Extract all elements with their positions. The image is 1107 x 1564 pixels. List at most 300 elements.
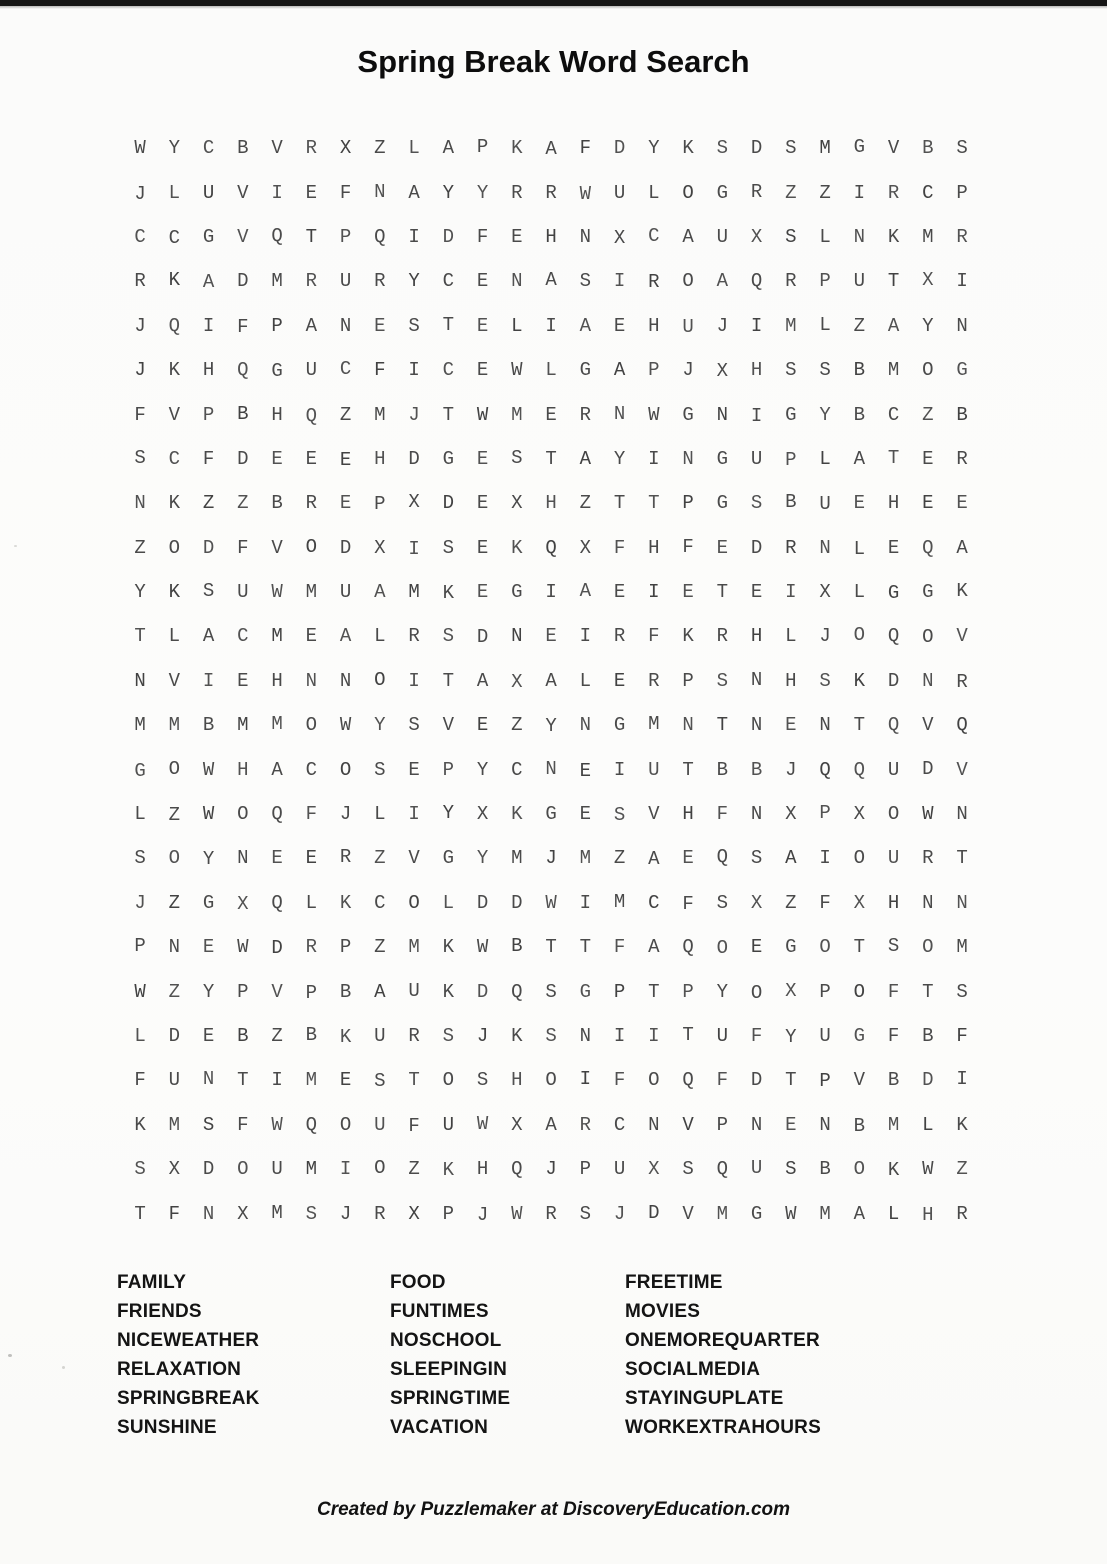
grid-cell-r10c13: Q (545, 536, 557, 559)
grid-cell-r1c10: A (442, 137, 455, 160)
grid-cell-r4c24: X (922, 269, 934, 292)
grid-cell-r9c18: G (716, 492, 729, 515)
grid-cell-r24c4: O (237, 1158, 249, 1181)
grid-cell-r16c8: L (374, 803, 386, 826)
grid-cell-r1c20: S (785, 137, 797, 160)
grid-cell-r24c8: O (374, 1157, 386, 1180)
grid-cell-r16c20: X (785, 803, 797, 826)
grid-cell-r14c10: V (442, 714, 455, 737)
grid-cell-r6c24: O (922, 359, 934, 382)
grid-cell-r24c25: Z (956, 1158, 968, 1181)
grid-cell-r18c10: L (442, 891, 455, 914)
grid-cell-r21c16: I (648, 1025, 660, 1047)
grid-cell-r23c19: N (750, 1113, 763, 1136)
grid-cell-r11c4: U (237, 581, 249, 604)
word-list-item: SUNSHINE (117, 1417, 217, 1438)
grid-cell-r7c2: V (168, 403, 181, 426)
grid-cell-r7c7: Z (339, 403, 352, 426)
grid-cell-r16c21: P (819, 802, 831, 825)
grid-cell-r2c24: C (922, 181, 934, 204)
grid-cell-r5c13: I (545, 314, 557, 337)
grid-cell-r11c10: K (442, 582, 455, 605)
grid-cell-r2c2: L (168, 181, 181, 204)
grid-cell-r19c19: E (750, 936, 763, 959)
grid-cell-r20c5: V (271, 980, 283, 1003)
grid-cell-r17c23: U (887, 847, 900, 870)
grid-cell-r21c14: N (579, 1025, 592, 1047)
grid-cell-r18c18: S (716, 891, 729, 914)
grid-cell-r8c24: E (922, 447, 934, 470)
grid-cell-r21c15: I (613, 1025, 626, 1047)
grid-cell-r24c2: X (168, 1158, 181, 1181)
grid-cell-r12c24: O (922, 626, 934, 649)
word-list-item: NOSCHOOL (390, 1330, 502, 1351)
grid-cell-r2c3: U (202, 181, 215, 204)
grid-cell-r23c11: W (476, 1112, 489, 1135)
grid-cell-r6c11: E (476, 359, 489, 382)
grid-cell-r3c19: X (750, 225, 763, 248)
grid-cell-r25c20: W (785, 1202, 797, 1225)
grid-cell-r9c13: H (545, 492, 557, 515)
grid-cell-r23c22: B (853, 1114, 866, 1137)
grid-cell-r10c9: I (408, 537, 420, 560)
grid-cell-r23c20: E (785, 1113, 797, 1136)
grid-cell-r24c11: H (476, 1158, 489, 1181)
grid-cell-r4c10: C (442, 270, 455, 293)
grid-cell-r21c5: Z (271, 1025, 283, 1047)
grid-cell-r17c2: O (168, 847, 181, 870)
grid-cell-r24c13: J (545, 1158, 557, 1181)
grid-cell-r20c4: P (237, 980, 249, 1003)
grid-cell-r20c15: P (613, 980, 626, 1003)
grid-cell-r18c14: I (579, 891, 592, 914)
grid-cell-r9c6: R (305, 492, 318, 515)
grid-cell-r11c25: K (956, 580, 968, 603)
grid-cell-r25c16: D (648, 1201, 660, 1224)
grid-cell-r6c2: K (168, 359, 181, 382)
word-list-item: MOVIES (625, 1301, 701, 1322)
grid-cell-r15c12: C (511, 758, 523, 781)
grid-cell-r6c7: C (339, 358, 352, 381)
grid-cell-r4c1: R (134, 270, 146, 293)
grid-cell-r10c3: D (202, 536, 215, 559)
grid-cell-r22c7: E (339, 1069, 352, 1092)
grid-cell-r13c19: N (750, 668, 763, 691)
grid-cell-r5c15: E (613, 314, 626, 337)
grid-cell-r21c19: F (750, 1025, 763, 1047)
grid-cell-r21c9: R (408, 1025, 420, 1047)
grid-cell-r3c18: U (716, 225, 729, 248)
grid-cell-r25c19: G (750, 1202, 763, 1225)
grid-cell-r6c18: X (716, 360, 729, 383)
grid-cell-r25c5: M (271, 1201, 283, 1224)
grid-cell-r21c12: K (511, 1025, 523, 1047)
grid-cell-r11c23: G (887, 582, 900, 605)
grid-cell-r20c19: O (750, 981, 763, 1004)
grid-cell-r9c24: E (922, 492, 934, 515)
grid-cell-r6c23: M (887, 359, 900, 382)
grid-cell-r14c23: Q (887, 714, 900, 737)
grid-cell-r18c12: D (511, 891, 523, 914)
grid-cell-r17c9: V (408, 847, 420, 870)
grid-cell-r12c16: F (648, 625, 660, 648)
letter-grid (123, 126, 979, 1236)
grid-cell-r16c14: E (579, 803, 592, 826)
grid-cell-r6c14: G (579, 359, 592, 382)
grid-cell-r4c19: Q (750, 270, 763, 293)
grid-cell-r2c16: L (648, 181, 660, 204)
grid-cell-r2c11: Y (476, 181, 489, 204)
grid-cell-r12c20: L (785, 625, 797, 648)
grid-cell-r17c15: Z (613, 847, 626, 870)
scan-speck (14, 545, 17, 547)
scan-speck (62, 1366, 65, 1369)
grid-cell-r13c15: E (613, 669, 626, 692)
grid-cell-r1c14: F (579, 137, 592, 160)
grid-cell-r23c6: Q (305, 1113, 318, 1136)
grid-cell-r12c11: D (476, 626, 489, 649)
grid-cell-r24c23: K (887, 1159, 900, 1182)
grid-cell-r5c7: N (339, 314, 352, 337)
grid-cell-r4c20: R (785, 270, 797, 293)
grid-cell-r12c1: T (134, 625, 146, 648)
grid-cell-r12c5: M (271, 625, 283, 648)
word-list-item: FRIENDS (117, 1301, 202, 1322)
grid-cell-r2c21: Z (819, 181, 831, 204)
grid-cell-r19c4: W (237, 936, 249, 959)
grid-cell-r12c17: K (682, 625, 694, 648)
grid-cell-r20c11: D (476, 980, 489, 1003)
grid-cell-r14c9: S (408, 714, 420, 737)
grid-cell-r5c19: I (750, 314, 763, 337)
grid-cell-r20c6: P (305, 981, 318, 1004)
grid-cell-r7c18: N (716, 403, 729, 426)
grid-cell-r18c5: Q (271, 891, 283, 914)
grid-cell-r4c2: K (168, 269, 181, 292)
grid-cell-r11c8: A (374, 581, 386, 604)
grid-cell-r24c18: Q (716, 1158, 729, 1181)
grid-cell-r3c24: M (922, 225, 934, 248)
grid-cell-r19c13: T (545, 936, 557, 959)
grid-cell-r13c16: R (648, 669, 660, 692)
grid-cell-r11c9: M (408, 581, 420, 604)
grid-cell-r14c25: Q (956, 714, 968, 737)
grid-cell-r8c6: E (305, 447, 318, 470)
grid-cell-r14c24: V (922, 714, 934, 737)
grid-cell-r18c6: L (305, 891, 318, 914)
grid-cell-r5c5: P (271, 314, 283, 337)
grid-cell-r7c10: T (442, 403, 455, 426)
grid-cell-r8c25: R (956, 447, 968, 470)
grid-cell-r3c14: N (579, 225, 592, 248)
grid-cell-r21c7: K (339, 1026, 352, 1048)
grid-cell-r8c8: H (374, 447, 386, 470)
grid-cell-r9c11: E (476, 492, 489, 515)
grid-cell-r5c18: J (716, 314, 729, 337)
grid-cell-r21c20: Y (785, 1026, 797, 1048)
grid-cell-r7c13: E (545, 403, 557, 426)
grid-cell-r22c22: V (853, 1069, 866, 1092)
grid-cell-r18c19: X (750, 891, 763, 914)
grid-cell-r19c23: S (887, 935, 900, 958)
grid-cell-r3c16: C (648, 224, 660, 247)
grid-cell-r21c21: U (819, 1025, 831, 1047)
grid-cell-r19c1: P (134, 935, 146, 958)
scan-edge-top (0, 0, 1107, 6)
grid-cell-r24c21: B (819, 1158, 831, 1181)
grid-cell-r7c3: P (202, 403, 215, 426)
grid-cell-r3c4: V (237, 225, 249, 248)
grid-cell-r25c17: V (682, 1202, 694, 1225)
grid-cell-r24c19: U (750, 1157, 763, 1180)
grid-cell-r19c24: O (922, 936, 934, 959)
grid-cell-r24c3: D (202, 1158, 215, 1181)
grid-cell-r3c21: L (819, 225, 831, 248)
grid-cell-r16c9: I (408, 803, 420, 826)
grid-cell-r2c10: Y (442, 181, 455, 204)
grid-cell-r18c11: D (476, 891, 489, 914)
grid-cell-r5c17: U (682, 315, 694, 338)
grid-cell-r24c9: Z (408, 1158, 420, 1181)
grid-cell-r13c24: N (922, 669, 934, 692)
grid-cell-r13c9: I (408, 669, 420, 692)
grid-cell-r23c3: S (202, 1113, 215, 1136)
grid-cell-r13c7: N (339, 669, 352, 692)
grid-cell-r16c25: N (956, 803, 968, 826)
grid-cell-r5c21: L (819, 313, 831, 336)
grid-cell-r17c18: Q (716, 846, 729, 869)
grid-cell-r20c7: B (339, 980, 352, 1003)
grid-cell-r23c25: K (956, 1113, 968, 1136)
grid-cell-r16c19: N (750, 803, 763, 826)
grid-cell-r8c22: A (853, 447, 866, 470)
grid-cell-r5c1: J (134, 314, 146, 337)
grid-cell-r22c9: T (408, 1069, 420, 1092)
grid-cell-r7c19: I (750, 404, 763, 427)
grid-cell-r16c6: F (305, 803, 318, 826)
grid-cell-r23c17: V (682, 1113, 694, 1136)
grid-cell-r13c18: S (716, 669, 729, 692)
grid-cell-r19c6: R (305, 936, 318, 959)
grid-cell-r23c10: U (442, 1113, 455, 1136)
grid-cell-r12c18: R (716, 625, 729, 648)
grid-cell-r24c6: M (305, 1158, 318, 1181)
grid-cell-r22c14: I (579, 1068, 592, 1091)
grid-cell-r15c2: O (168, 757, 181, 780)
grid-cell-r15c25: V (956, 758, 968, 781)
grid-cell-r9c1: N (134, 492, 146, 515)
grid-cell-r10c21: N (819, 536, 831, 559)
grid-cell-r16c15: S (613, 804, 626, 827)
grid-cell-r20c10: K (442, 980, 455, 1003)
grid-cell-r21c1: L (134, 1025, 146, 1047)
grid-cell-r25c21: M (819, 1202, 831, 1225)
grid-cell-r1c25: S (956, 137, 968, 160)
grid-cell-r22c17: Q (682, 1069, 694, 1092)
grid-cell-r19c17: Q (682, 936, 694, 959)
grid-cell-r3c23: K (887, 225, 900, 248)
word-list-item: FREETIME (625, 1272, 723, 1293)
grid-cell-r17c14: M (579, 847, 592, 870)
grid-cell-r17c22: O (853, 847, 866, 870)
grid-cell-r3c8: Q (374, 225, 386, 248)
grid-cell-r15c19: B (750, 758, 763, 781)
grid-cell-r14c12: Z (511, 714, 523, 737)
grid-cell-r1c23: V (887, 137, 900, 160)
grid-cell-r8c20: P (785, 448, 797, 471)
grid-cell-r20c24: T (922, 980, 934, 1003)
grid-cell-r25c6: S (305, 1202, 318, 1225)
word-list-item: NICEWEATHER (117, 1330, 260, 1351)
grid-cell-r11c6: M (305, 581, 318, 604)
grid-cell-r9c4: Z (237, 492, 249, 515)
grid-cell-r13c23: D (887, 669, 900, 692)
grid-cell-r3c25: R (956, 225, 968, 248)
grid-cell-r8c11: E (476, 447, 489, 470)
grid-cell-r10c10: S (442, 536, 455, 559)
grid-cell-r4c15: I (613, 270, 626, 293)
grid-cell-r20c23: F (887, 980, 900, 1003)
grid-cell-r14c18: T (716, 714, 729, 737)
grid-cell-r15c24: D (922, 757, 934, 780)
grid-cell-r19c8: Z (374, 936, 386, 959)
grid-cell-r14c7: W (339, 714, 352, 737)
grid-cell-r18c7: K (339, 891, 352, 914)
grid-cell-r11c16: I (648, 581, 660, 604)
grid-cell-r20c22: O (853, 980, 866, 1003)
grid-cell-r15c10: P (442, 758, 455, 781)
grid-cell-r24c10: K (442, 1159, 455, 1182)
grid-cell-r9c19: S (750, 492, 763, 515)
grid-cell-r23c9: F (408, 1114, 420, 1137)
grid-cell-r15c13: N (545, 757, 557, 780)
grid-cell-r19c22: T (853, 936, 866, 959)
grid-cell-r1c18: S (716, 137, 729, 160)
grid-cell-r19c7: P (339, 936, 352, 959)
grid-cell-r13c4: E (237, 669, 249, 692)
grid-cell-r15c21: Q (819, 758, 831, 781)
word-list-item: STAYINGUPLATE (625, 1388, 784, 1409)
grid-cell-r13c25: R (956, 670, 968, 693)
grid-cell-r7c4: B (237, 402, 249, 425)
grid-cell-r22c23: B (887, 1069, 900, 1092)
grid-cell-r14c5: M (271, 713, 283, 736)
grid-cell-r22c6: M (305, 1069, 318, 1092)
grid-cell-r8c17: N (682, 447, 694, 470)
grid-cell-r10c16: H (648, 536, 660, 559)
grid-cell-r7c8: M (374, 403, 386, 426)
grid-cell-r12c2: L (168, 625, 181, 648)
grid-cell-r14c8: Y (374, 714, 386, 737)
grid-cell-r12c22: O (853, 624, 866, 647)
grid-cell-r13c13: A (545, 669, 557, 692)
grid-cell-r17c16: A (648, 848, 660, 871)
grid-cell-r20c21: P (819, 980, 831, 1003)
grid-cell-r19c15: F (613, 936, 626, 959)
grid-cell-r16c2: Z (168, 804, 181, 827)
grid-cell-r11c18: T (716, 581, 729, 604)
grid-cell-r12c15: R (613, 625, 626, 648)
word-list-item: WORKEXTRAHOURS (625, 1417, 821, 1438)
grid-cell-r7c22: B (853, 403, 866, 426)
grid-cell-r9c15: T (613, 492, 626, 515)
grid-cell-r16c3: W (202, 803, 215, 826)
grid-cell-r13c2: V (168, 669, 181, 692)
grid-cell-r9c20: B (785, 491, 797, 514)
grid-cell-r7c11: W (476, 403, 489, 426)
grid-cell-r11c2: K (168, 581, 181, 604)
grid-cell-r1c21: M (819, 137, 831, 160)
grid-cell-r25c14: S (579, 1202, 592, 1225)
grid-cell-r16c11: X (476, 803, 489, 826)
grid-cell-r15c15: I (613, 758, 626, 781)
grid-cell-r21c22: G (853, 1025, 866, 1047)
grid-cell-r9c10: D (442, 492, 455, 515)
grid-cell-r19c3: E (202, 936, 215, 959)
grid-cell-r23c5: W (271, 1113, 283, 1136)
page-title: Spring Break Word Search (357, 44, 750, 79)
grid-cell-r5c4: F (237, 315, 249, 338)
grid-cell-r5c16: H (648, 314, 660, 337)
grid-cell-r15c14: E (579, 759, 592, 782)
grid-cell-r20c25: S (956, 980, 968, 1003)
grid-cell-r24c7: I (339, 1158, 352, 1181)
grid-cell-r8c19: U (750, 447, 763, 470)
grid-cell-r13c11: A (476, 669, 489, 692)
footer-credit: Created by Puzzlemaker at DiscoveryEducation.com (316, 1499, 791, 1520)
grid-cell-r22c8: S (374, 1070, 386, 1093)
grid-cell-r1c3: C (202, 137, 215, 160)
grid-cell-r11c19: E (750, 581, 763, 604)
grid-cell-r8c13: T (545, 447, 557, 470)
grid-cell-r18c20: Z (785, 891, 797, 914)
grid-cell-r23c24: L (922, 1113, 934, 1136)
grid-cell-r13c22: K (853, 669, 866, 692)
grid-cell-r5c8: E (374, 314, 386, 337)
grid-cell-r20c18: Y (716, 980, 729, 1003)
grid-cell-r22c10: O (442, 1069, 455, 1092)
grid-cell-r6c13: L (545, 359, 557, 382)
grid-cell-r4c23: T (887, 270, 900, 293)
grid-cell-r3c20: S (785, 225, 797, 248)
grid-cell-r24c15: U (613, 1158, 626, 1181)
grid-cell-r12c12: N (511, 625, 523, 648)
word-list-column-2 (390, 1268, 510, 1442)
grid-cell-r15c8: S (374, 758, 386, 781)
word-list-item: FAMILY (117, 1272, 187, 1293)
grid-cell-r13c10: T (442, 669, 455, 692)
grid-cell-r22c15: F (613, 1069, 626, 1092)
grid-cell-r3c17: A (682, 225, 694, 248)
grid-cell-r1c7: X (339, 137, 352, 160)
grid-cell-r18c15: M (613, 890, 626, 913)
grid-cell-r7c25: B (956, 403, 968, 426)
grid-cell-r1c17: K (682, 137, 694, 160)
grid-cell-r16c22: X (853, 803, 866, 826)
grid-cell-r10c18: E (716, 536, 729, 559)
grid-cell-r18c1: J (134, 891, 146, 914)
grid-cell-r7c14: R (579, 403, 592, 426)
grid-cell-r12c23: Q (887, 625, 900, 648)
grid-cell-r25c22: A (853, 1202, 866, 1225)
grid-cell-r18c8: C (374, 891, 386, 914)
grid-cell-r20c16: T (648, 980, 660, 1003)
grid-cell-r14c21: N (819, 714, 831, 737)
grid-cell-r3c10: D (442, 225, 455, 248)
grid-cell-r9c7: E (339, 492, 352, 515)
grid-cell-r19c16: A (648, 936, 660, 959)
grid-cell-r11c3: S (202, 580, 215, 603)
